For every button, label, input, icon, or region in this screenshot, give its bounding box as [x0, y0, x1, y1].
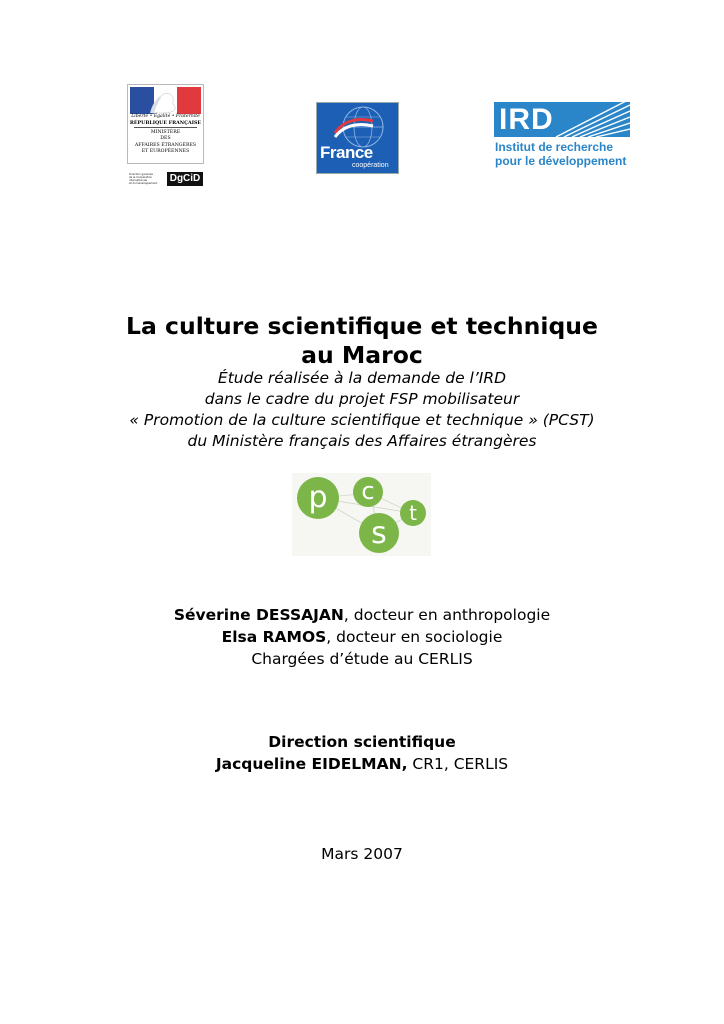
subtitle-line-3: « Promotion de la culture scientifique et technique » (PCST)	[129, 411, 595, 429]
document-date: Mars 2007	[321, 845, 403, 863]
pcst-letter-c: c	[361, 477, 375, 505]
document-title-line-1: La culture scientifique et technique	[126, 312, 598, 340]
direction-line	[0, 755, 724, 773]
ird-name: IRD	[499, 103, 554, 136]
director-name: Jacqueline EIDELMAN,	[215, 755, 408, 773]
pcst-letter-p: p	[308, 480, 328, 515]
dgcid-logo	[127, 172, 203, 186]
author-line-1	[0, 606, 724, 624]
authors-affiliation: Chargées d’étude au CERLIS	[251, 650, 473, 668]
dgcid-badge: DgCiD	[167, 172, 203, 186]
subtitle-line-4: du Ministère français des Affaires étrangères	[187, 432, 537, 450]
republique-francaise-logo	[127, 84, 204, 164]
pcst-letter-s: s	[371, 516, 387, 551]
subtitle-line-2: dans le cadre du projet FSP mobilisateur	[204, 390, 520, 408]
france-word: France	[320, 143, 373, 162]
france-cooperation-logo	[316, 102, 399, 174]
marianne-flag-icon	[130, 87, 201, 114]
dgcid-small-text: Direction générale de la Coopération internationale et du Développement	[129, 173, 158, 185]
author-role: , docteur en anthropologie	[343, 606, 551, 624]
author-name: Elsa RAMOS	[221, 628, 327, 646]
author-name: Séverine DESSAJAN	[173, 606, 344, 624]
republic-name: RÉPUBLIQUE FRANÇAISE	[129, 120, 202, 126]
pcst-letter-t: t	[409, 501, 417, 525]
author-line-2	[0, 628, 724, 646]
ird-logo	[494, 102, 632, 170]
director-role: CR1, CERLIS	[407, 755, 509, 773]
pcst-logo	[292, 473, 431, 556]
ird-tagline: Institut de recherche pour le développement	[495, 140, 627, 168]
divider	[134, 127, 197, 128]
direction-heading: Direction scientifique	[268, 733, 456, 751]
author-role: , docteur en sociologie	[326, 628, 503, 646]
republic-motto: Liberté • Égalité • Fraternité	[131, 114, 200, 119]
subtitle-line-1: Étude réalisée à la demande de l’IRD	[217, 369, 507, 387]
cooperation-word: coopération	[352, 162, 389, 169]
ministry-name: MINISTÈRE DES AFFAIRES ÉTRANGÈRES ET EUROPÉENNES	[134, 130, 197, 155]
document-title-line-2: au Maroc	[301, 341, 423, 369]
